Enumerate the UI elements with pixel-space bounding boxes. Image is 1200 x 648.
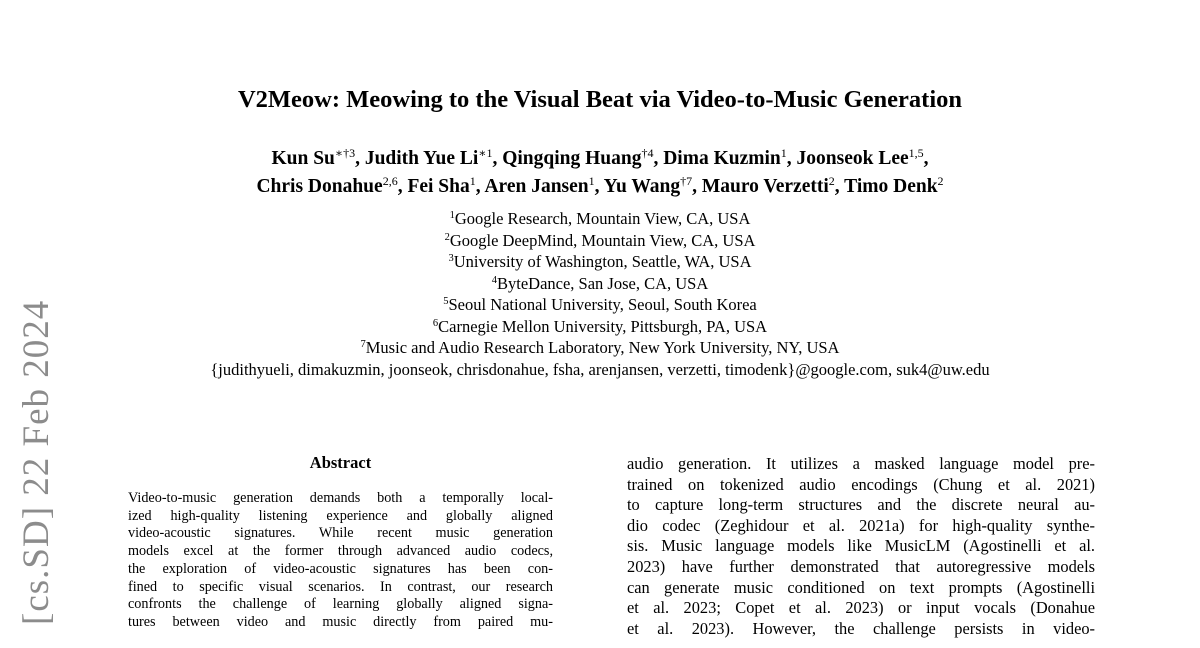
abstract-line: confronts the challenge of learning globally aligned signa- — [128, 596, 553, 613]
body-text-line: trained on tokenized audio encodings (Chung et al. 2021) — [627, 474, 1095, 494]
affiliation-item — [100, 316, 1100, 338]
affiliation-text: ByteDance, San Jose, CA, USA — [496, 273, 709, 293]
author-name: Chris Donahue — [256, 176, 383, 197]
body-text-line: sis. Music language models like MusicLM (Agostinelli et al. — [627, 536, 1095, 556]
author-name: Dima Kuzmin — [663, 148, 781, 169]
author-separator: , — [653, 148, 664, 169]
abstract-heading: Abstract — [309, 453, 372, 472]
abstract-line: Video-to-music generation demands both a temporally local- — [128, 490, 553, 506]
author-separator: , — [834, 176, 845, 197]
author-affiliation-mark: 2,6 — [382, 174, 398, 188]
affiliation-number: 5 — [443, 296, 449, 307]
author-separator: , — [594, 176, 604, 197]
affiliation-text: Google Research, Mountain View, CA, USA — [454, 209, 751, 228]
author-name: Aren Jansen — [484, 176, 589, 197]
affiliation-number: 3 — [448, 253, 454, 264]
body-text-line: audio generation. It utilizes a masked language model pre- — [627, 454, 1095, 473]
author-affiliation-mark: ∗†3 — [334, 146, 356, 160]
author-affiliation-mark: 1 — [780, 146, 787, 160]
affiliation-list — [100, 208, 1100, 380]
affiliation-item — [100, 251, 1100, 273]
affiliation-item — [100, 273, 1100, 295]
arxiv-side-stamp: [cs.SD] 22 Feb 2024 — [16, 299, 57, 625]
body-text-line: dio codec (Zeghidour et al. 2021a) for high-quality synthe- — [627, 515, 1095, 535]
affiliation-text: Music and Audio Research Laboratory, New York University, NY, USA — [365, 338, 840, 357]
abstract-line: ized high-quality listening experience and globally aligned — [128, 507, 553, 524]
author-name: Mauro Verzetti — [701, 176, 829, 197]
author-list — [120, 145, 1080, 201]
affiliation-number: 6 — [432, 317, 439, 329]
author-affiliation-mark: 2 — [937, 174, 944, 188]
author-affiliation-mark: †7 — [680, 174, 693, 188]
author-line-1 — [120, 145, 1080, 173]
affiliation-number: 1 — [449, 210, 455, 221]
affiliations — [100, 208, 1100, 359]
author-separator: , — [692, 176, 702, 197]
abstract-line: the exploration of video-acoustic signatures has been con- — [128, 560, 553, 577]
paper-title: V2Meow: Meowing to the Visual Beat via Video-to-Music Generation — [237, 86, 963, 113]
abstract-line: fined to specific visual scenarios. In contrast, our research — [128, 578, 553, 595]
abstract-line: tures between video and music directly from paired mu- — [128, 613, 553, 630]
author-separator: , — [786, 148, 797, 169]
body-text-line: can generate music conditioned on text prompts (Agostinelli — [627, 577, 1095, 597]
affiliation-item — [100, 208, 1100, 230]
affiliation-item — [100, 337, 1100, 359]
affiliation-item — [100, 294, 1100, 316]
email-line: {judithyueli, dimakuzmin, joonseok, chrisdonahue, fsha, arenjansen, verzetti, timodenk}@google.com, suk4@uw.edu — [210, 359, 990, 379]
author-name: Judith Yue Li — [364, 148, 479, 169]
affiliation-text: Carnegie Mellon University, Pittsburgh, PA, USA — [438, 316, 768, 336]
author-separator: , — [492, 148, 503, 169]
author-name: Timo Denk — [844, 176, 938, 197]
abstract-line: models excel at the former through advanced audio codecs, — [128, 543, 553, 560]
author-name: Qingqing Huang — [502, 148, 642, 169]
body-text-line: to capture long-term structures and the discrete neural au- — [627, 495, 1095, 515]
author-name: Fei Sha — [407, 176, 470, 197]
author-line-2 — [120, 173, 1080, 201]
abstract-line: video-acoustic signatures. While recent music generation — [128, 525, 553, 542]
author-affiliation-mark: ∗1 — [478, 146, 493, 160]
affiliation-text: University of Washington, Seattle, WA, USA — [453, 252, 752, 271]
author-name: Kun Su — [271, 148, 335, 169]
introduction-body — [627, 454, 1095, 639]
abstract-body — [128, 490, 553, 632]
author-affiliation-mark: †4 — [641, 146, 654, 160]
affiliation-text: Google DeepMind, Mountain View, CA, USA — [449, 230, 756, 250]
author-affiliation-mark: 1 — [588, 174, 595, 188]
author-separator: , — [475, 176, 485, 197]
author-separator: , — [923, 148, 929, 169]
body-text-line: et al. 2023; Copet et al. 2023) or input vocals (Donahue — [627, 598, 1095, 618]
author-affiliation-mark: 2 — [828, 174, 835, 188]
affiliation-number: 2 — [444, 231, 450, 243]
body-text-line: 2023) have further demonstrated that autoregressive models — [627, 556, 1095, 576]
author-affiliation-mark: 1 — [469, 174, 476, 188]
affiliation-item — [100, 230, 1100, 252]
affiliation-text: Seoul National University, Seoul, South Korea — [448, 295, 757, 314]
body-text-line: et al. 2023). However, the challenge persists in video- — [627, 618, 1095, 638]
author-separator: , — [355, 148, 365, 169]
author-name: Yu Wang — [603, 176, 681, 197]
author-name: Joonseok Lee — [796, 148, 909, 169]
author-separator: , — [397, 176, 408, 197]
affiliation-number: 7 — [360, 339, 366, 350]
author-affiliation-mark: 1,5 — [908, 146, 924, 160]
affiliation-number: 4 — [491, 274, 497, 286]
